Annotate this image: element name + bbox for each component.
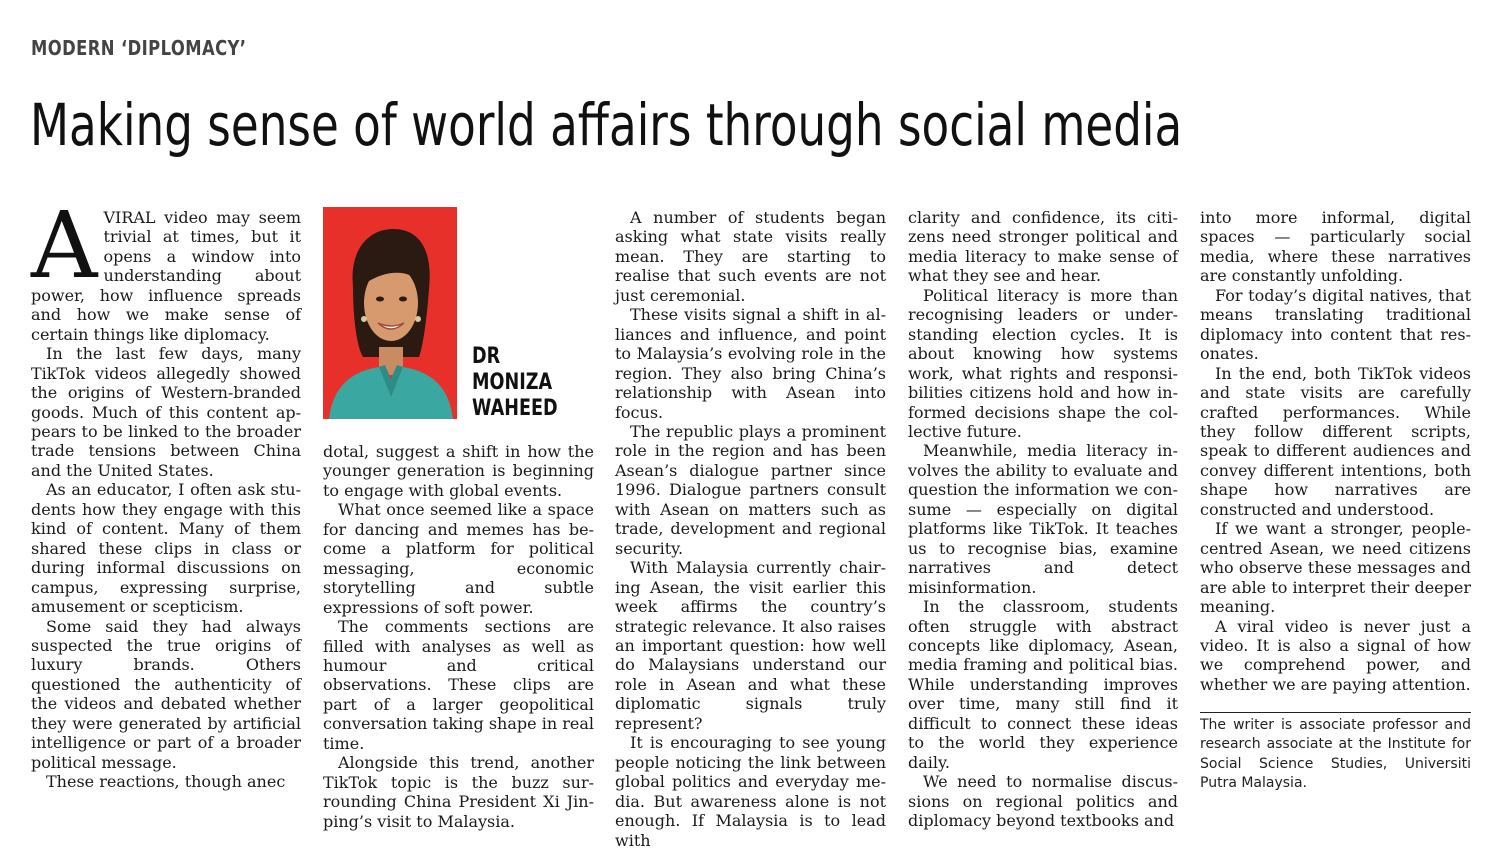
article-paragraph: In the end, both TikTok videos and state visits are carefully crafted performances. While they follow different scripts, speak to different audiences and convey different intentions, both shape how narratives are constructed and understood. xyxy=(1200,363,1471,519)
article-paragraph: The comments sections are filled with analyses as well as humour and critical observations. These clips are part of a larger geopolitical conversation taking shape in real time. xyxy=(323,617,594,753)
article-column-3 xyxy=(615,208,886,850)
author-portrait-image xyxy=(323,207,457,419)
article-column-4 xyxy=(908,208,1178,831)
author-byline xyxy=(472,344,558,422)
article-paragraph: With Malaysia currently chairing Asean, the visit earlier this week affirms the country’s strategic relevance. It also raises an important question: how well do Malaysians understand our role in Asean and what these diplomatic signals truly represent? xyxy=(615,558,886,733)
article-paragraph: It is encouraging to see young people noticing the link between global politics and everyday media. But awareness alone is not enough. If Malaysia is to lead with xyxy=(615,733,886,850)
article-paragraph: dotal, suggest a shift in how the younger generation is beginning to engage with global events. xyxy=(323,442,594,500)
article-paragraph: into more informal, digital spaces — particularly social media, where these narratives are constantly unfolding. xyxy=(1200,208,1471,286)
article-paragraph: What once seemed like a space for dancing and memes has become a platform for political messaging, economic storytelling and subtle expressions of soft power. xyxy=(323,500,594,617)
article-column-1 xyxy=(31,192,301,792)
article-column-5 xyxy=(1200,208,1471,694)
article-paragraph: In the last few days, many TikTok videos allegedly showed the origins of Western-branded goods. Much of this content appears to be linked to the broader trade tensions between China and the United States. xyxy=(31,344,301,480)
article-paragraph xyxy=(31,192,301,344)
article-column-2 xyxy=(323,442,594,831)
article-paragraph: If we want a stronger, people-centred Asean, we need citizens who observe these messages and are able to interpret their deeper meaning. xyxy=(1200,519,1471,617)
byline-last-name: WAHEED xyxy=(472,396,558,421)
article-paragraph: Alongside this trend, another TikTok topic is the buzz surrounding China President Xi Jinping’s visit to Malaysia. xyxy=(323,753,594,831)
author-note: The writer is associate professor and research associate at the Institute for Social Science Studies, Universiti Putra Malaysia. xyxy=(1200,717,1471,792)
byline-first-name: MONIZA xyxy=(472,370,553,395)
article-paragraph: Some said they had always suspected the true origins of luxury brands. Others questioned the authenticity of the videos and debated whether they were generated by artificial intelligence or part of a broader political message. xyxy=(31,616,301,772)
article-paragraph: These visits signal a shift in alliances and influence, and point to Malaysia’s evolving role in the region. They also bring China’s relationship with Asean into focus. xyxy=(615,305,886,422)
article-paragraph: We need to normalise discussions on regional politics and diplomacy beyond textbooks and xyxy=(908,772,1178,831)
article-paragraph: In the classroom, students often struggle with abstract concepts like diplomacy, Asean, media framing and political bias. While understanding improves over time, many still find it difficult to connect these ideas to the world they experience daily. xyxy=(908,597,1178,772)
article-paragraph: Political literacy is more than recognising leaders or understanding election cycles. It is about knowing how systems work, what rights and responsibilities citizens hold and how informed decisions shape the collective future. xyxy=(908,285,1178,441)
article-paragraph: A viral video is never just a video. It is also a signal of how we comprehend power, and whether we are paying attention. xyxy=(1200,616,1471,694)
article-paragraph: clarity and confidence, its citizens need stronger political and media literacy to make sense of what they see and hear. xyxy=(908,208,1178,286)
drop-cap: A xyxy=(31,192,98,299)
article-paragraph: Meanwhile, media literacy involves the ability to evaluate and question the information we consume — especially on digital platforms like TikTok. It teaches us to recognise bias, examine narratives and detect misinformation. xyxy=(908,441,1178,597)
headline: Making sense of world affairs through social media xyxy=(30,91,1183,159)
article-paragraph: The republic plays a prominent role in the region and has been Asean’s dialogue partner since 1996. Dialogue partners consult with Asean on matters such as trade, development and regional security. xyxy=(615,421,886,558)
article-paragraph: For today’s digital natives, that means translating traditional diplomacy into content that resonates. xyxy=(1200,285,1471,364)
article-paragraph: A number of students began asking what state visits really mean. They are starting to realise that such events are not just ceremonial. xyxy=(615,208,886,305)
author-note-divider xyxy=(1200,712,1471,713)
article-paragraph: As an educator, I often ask students how they engage with this kind of content. Many of them shared these clips in class or during informal discussions on campus, expressing surprise, amusement or scepticism. xyxy=(31,480,301,617)
lead-text: VIRAL video may seem trivial at times, but it opens a window into understanding about power, how influence spreads and how we make sense of certain things like diplomacy. xyxy=(31,208,301,344)
section-kicker: MODERN ‘DIPLOMACY’ xyxy=(31,36,247,60)
author-photo xyxy=(323,207,457,419)
article-paragraph: These reactions, though anec xyxy=(46,772,286,792)
byline-title: DR xyxy=(472,344,501,369)
